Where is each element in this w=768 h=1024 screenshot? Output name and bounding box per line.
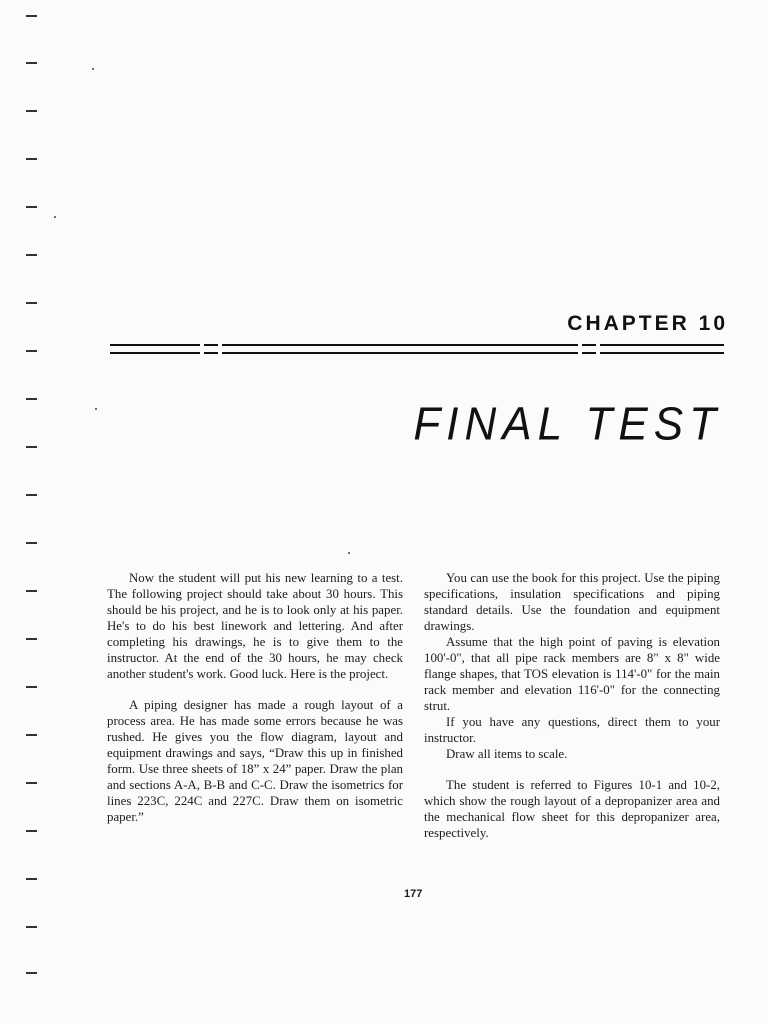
margin-tick: [26, 302, 37, 304]
rule-segment: [582, 352, 596, 354]
margin-tick: [26, 878, 37, 880]
body-paragraph: Draw all items to scale.: [446, 747, 568, 761]
margin-tick: [26, 15, 37, 17]
rule-segment: [204, 344, 218, 346]
rule-segment: [582, 344, 596, 346]
margin-tick: [26, 734, 37, 736]
margin-tick: [26, 926, 37, 928]
body-paragraph: A piping designer has made a rough layout of a process area. He has made some errors because he was rushed. He gives you the flow diagram, layout and equipment drawings and says, “Draw this up in finished form. Use three sheets of 18” x 24” paper. Draw the plan and sections A-A, B-B and C-C. Draw the isometrics for lines 223C, 224C and 227C. Draw them on isometric paper.”: [107, 698, 403, 824]
margin-tick: [26, 350, 37, 352]
chapter-label: CHAPTER 10: [567, 312, 728, 335]
body-paragraph: The student is referred to Figures 10-1 and 10-2, which show the rough layout of a depropanizer area and the mechanical flow sheet for this depropanizer area, respectively.: [424, 778, 720, 840]
rule-segment: [222, 344, 578, 346]
margin-tick: [26, 830, 37, 832]
rule-segment: [600, 344, 724, 346]
margin-tick: [26, 782, 37, 784]
margin-tick: [26, 542, 37, 544]
margin-tick: [26, 638, 37, 640]
chapter-title: FINAL TEST: [413, 398, 722, 451]
scan-speck: [92, 68, 94, 70]
scan-speck: [348, 552, 350, 554]
margin-tick: [26, 972, 37, 974]
margin-tick: [26, 254, 37, 256]
rule-segment: [600, 352, 724, 354]
rule-segment: [110, 344, 200, 346]
page-number: 177: [404, 888, 423, 900]
rule-segment: [222, 352, 578, 354]
right-column: [424, 570, 720, 841]
rule-segment: [110, 352, 200, 354]
margin-tick: [26, 110, 37, 112]
left-column: [107, 570, 403, 825]
margin-tick: [26, 398, 37, 400]
rule-segment: [204, 352, 218, 354]
margin-tick: [26, 590, 37, 592]
body-paragraph: Assume that the high point of paving is elevation 100'-0", that all pipe rack members are 8" x 8" wide flange shapes, that TOS elevation is 114'-0" for the main rack member and elevation 116'-0" for the connecting strut.: [424, 635, 720, 713]
margin-tick: [26, 446, 37, 448]
body-paragraph: You can use the book for this project. Use the piping specifications, insulation specifications and piping standard details. Use the foundation and equipment drawings.: [424, 571, 720, 633]
scan-speck: [54, 216, 56, 218]
margin-tick: [26, 158, 37, 160]
margin-tick: [26, 206, 37, 208]
margin-tick: [26, 686, 37, 688]
body-paragraph: If you have any questions, direct them to your instructor.: [424, 715, 720, 745]
body-paragraph: Now the student will put his new learning to a test. The following project should take about 30 hours. This should be his project, and he is to look only at his paper. He's to do his best linework and lettering. And after completing his drawings, he is to give them to the instructor. At the end of the 30 hours, he may check another student's work. Good luck. Here is the project.: [107, 571, 403, 681]
margin-tick: [26, 494, 37, 496]
scan-speck: [95, 408, 97, 410]
margin-tick: [26, 62, 37, 64]
